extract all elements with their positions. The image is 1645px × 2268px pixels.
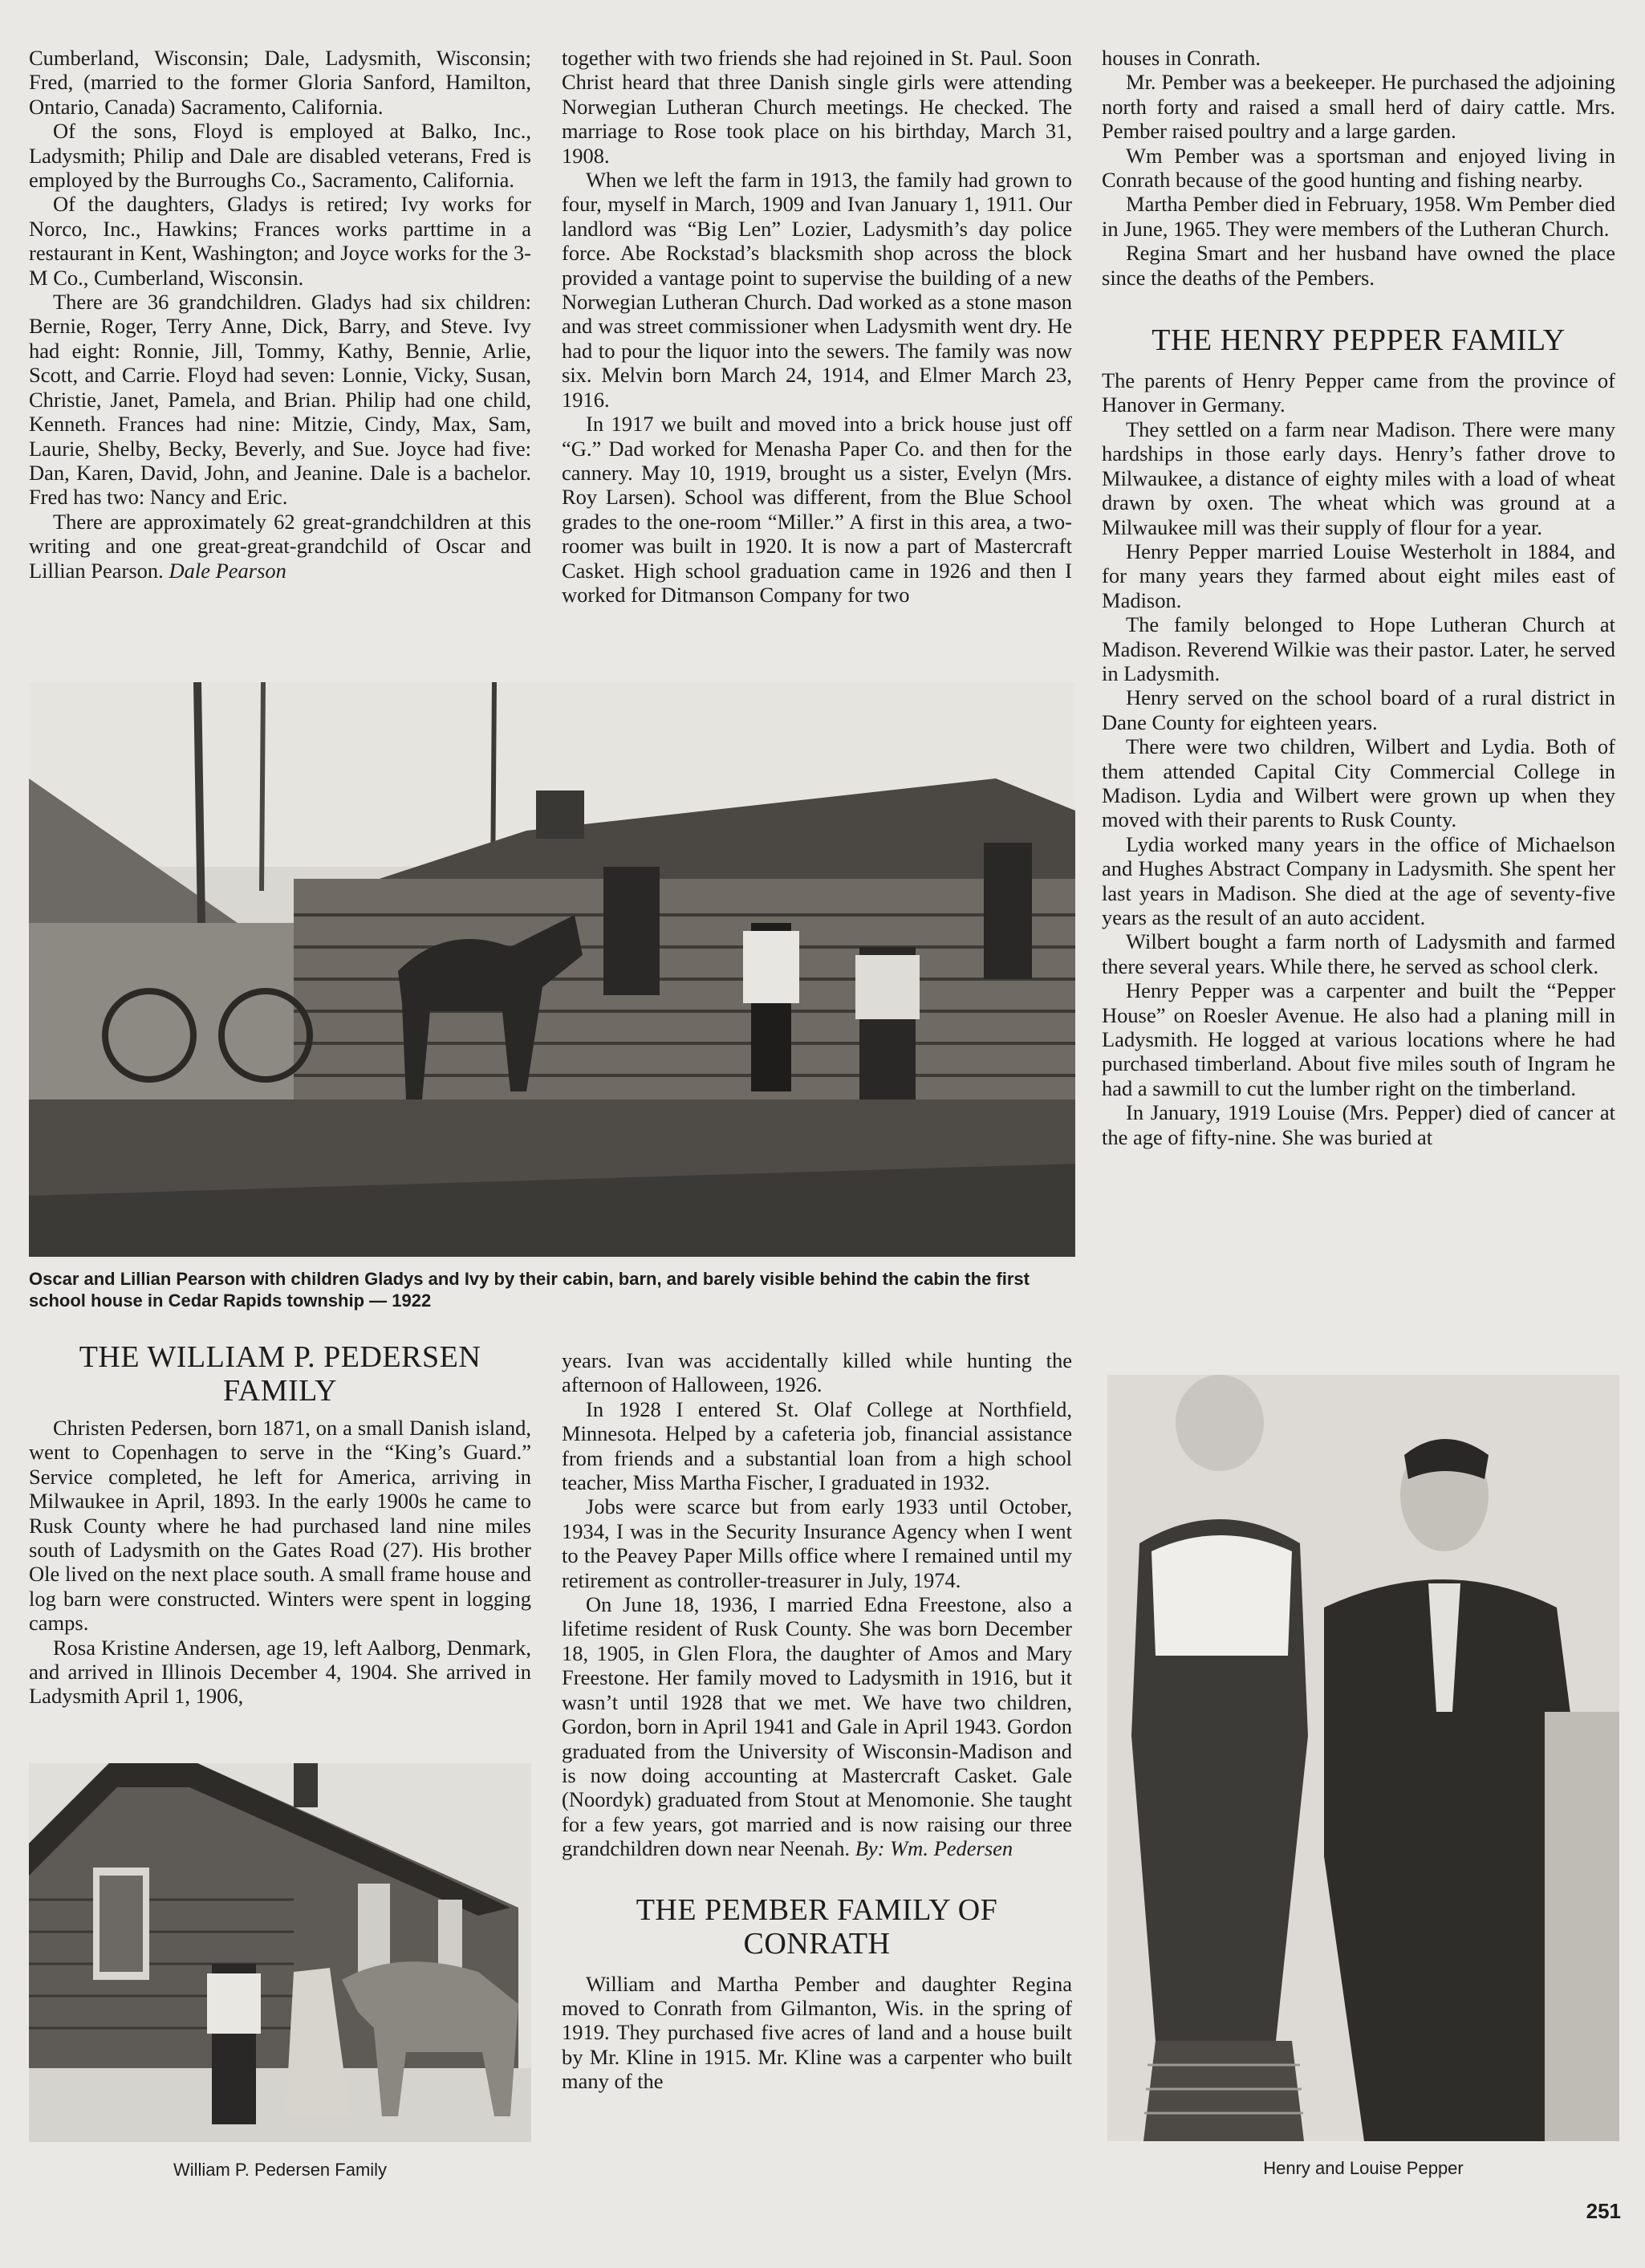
pember-heading: THE PEMBER FAMILY OF CONRATH: [636, 1892, 998, 1961]
pepper-photo-caption: Henry and Louise Pepper: [1263, 2158, 1464, 2178]
pedersen-heading: THE WILLIAM P. PEDERSEN FAMILY: [79, 1340, 481, 1408]
paragraph: years. Ivan was accidentally killed while hunting the afternoon of Halloween, 1926.: [562, 1348, 1072, 1397]
column-2-top: [562, 46, 1072, 607]
column-1-top: [29, 46, 531, 583]
paragraph: Rosa Kristine Andersen, age 19, left Aalborg, Denmark, and arrived in Illinois December 4, 1904. She arrived in Ladysmith April 1, 1906,: [29, 1635, 531, 1709]
paragraph: There are 36 grandchildren. Gladys had six children: Bernie, Roger, Terry Anne, Dick, Barry, and Steve. Ivy had eight: Ronnie, Jill, Tommy, Kathy, Bennie, Arlie, Scott, and Carrie. Floyd had seven: Lonnie, Vicky, Susan, Christie, Janet, Pamela, and Brian. Philip had one child, Kenneth. Frances had nine: Mitzie, Cindy, Max, Sam, Laurie, Shelby, Becky, Beverly, and Sue. Joyce had five: Dan, Karen, David, John, and Jeanine. Dale is a bachelor. Fred has two: Nancy and Eric.: [29, 290, 531, 510]
paragraph-text: On June 18, 1936, I married Edna Freestone, also a lifetime resident of Rusk County. She was born December 18, 1905, in Glen Flora, the daughter of Amos and Mary Freestone. Her family moved to Ladysmith in 1916, but it wasn’t until 1928 that we met. We have two children, Gordon, born in April 1941 and Gale in April 1943. Gordon graduated from the University of Wisconsin-Madison and is now doing accounting at Mastercraft Casket. Gale (Noordyk) graduated from Stout at Menomonie. She taught for a few years, got married and is now raising our three grandchildren down near Neenah.: [562, 1592, 1072, 1861]
paragraph: Wilbert bought a farm north of Ladysmith and farmed there several years. While there, he served as school clerk.: [1102, 929, 1615, 978]
paragraph: In 1917 we built and moved into a brick house just off “G.” Dad worked for Menasha Paper Co. and then for the cannery. May 10, 1919, brought us a sister, Evelyn (Mrs. Roy Larsen). School was different, from the Blue School grades to the one-room “Miller.” A first in this area, a two-roomer was built in 1920. It is now a part of Mastercraft Casket. High school graduation came in 1926 and then I worked for Ditmanson Company for two: [562, 412, 1072, 607]
paragraph: Jobs were scarce but from early 1933 until October, 1934, I was in the Security Insurance Agency when I went to the Peavey Paper Mills office where I remained until my retirement as controller-treasurer in July, 1974.: [562, 1494, 1072, 1592]
paragraph: Henry Pepper married Louise Westerholt in 1884, and for many years they farmed about eight miles east of Madison.: [1102, 539, 1615, 612]
paragraph: Henry served on the school board of a rural district in Dane County for eighteen years.: [1102, 685, 1615, 734]
paragraph: William and Martha Pember and daughter Regina moved to Conrath from Gilmanton, Wis. in the spring of 1919. They purchased five acres of land and a house built by Mr. Kline in 1915. Mr. Kline was a carpenter who built many of the: [562, 1971, 1072, 2094]
pepper-heading: THE HENRY PEPPER FAMILY: [1152, 323, 1566, 358]
paragraph: Cumberland, Wisconsin; Dale, Ladysmith, Wisconsin; Fred, (married to the former Gloria Sanford, Hamilton, Ontario, Canada) Sacramento, California.: [29, 46, 531, 119]
paragraph: Wm Pember was a sportsman and enjoyed living in Conrath because of the good hunting and fishing nearby.: [1102, 143, 1615, 193]
paragraph: [562, 1592, 1072, 1860]
paragraph: Christen Pedersen, born 1871, on a small Danish island, went to Copenhagen to serve in the “King’s Guard.” Service completed, he left for America, arriving in Milwaukee in April, 1893. In the early 1900s he came to Rusk County where he had purchased land nine miles south of Ladysmith on the Gates Road (27). His brother Ole lived on the next place south. A small frame house and log barn were constructed. Winters were spent in logging camps.: [29, 1416, 531, 1636]
paragraph: [29, 510, 531, 583]
byline: Dale Pearson: [169, 558, 286, 583]
paragraph: Lydia worked many years in the office of Michaelson and Hughes Abstract Company in Ladysmith. She spent her last years in Madison. She died at the age of seventy-five years as the result of an auto accident.: [1102, 831, 1615, 929]
paragraph: Mr. Pember was a beekeeper. He purchased the adjoining north forty and raised a small herd of dairy cattle. Mrs. Pember raised poultry and a large garden.: [1102, 70, 1615, 144]
column-1-bottom: [29, 1340, 531, 1709]
paragraph: They settled on a farm near Madison. There were many hardships in those early days. Henry’s father drove to Milwaukee, a distance of eighty miles with a load of wheat drawn by oxen. The wheat which was ground at a Milwaukee mill was their supply of flour for a year.: [1102, 417, 1615, 539]
paragraph: Regina Smart and her husband have owned the place since the deaths of the Pembers.: [1102, 241, 1615, 290]
paragraph: When we left the farm in 1913, the family had grown to four, myself in March, 1909 and Ivan January 1, 1911. Our landlord was “Big Len” Lozier, Ladysmith’s day police force. Abe Rockstad’s blacksmith shop across the block provided a vantage point to supervise the building of a new Norwegian Lutheran Church. Dad worked as a stone mason and was street commissioner when Ladysmith went dry. He had to pour the liquor into the sewers. The family was now six. Melvin born March 24, 1914, and Elmer March 23, 1916.: [562, 168, 1072, 412]
paragraph: Martha Pember died in February, 1958. Wm Pember died in June, 1965. They were members of the Lutheran Church.: [1102, 192, 1615, 241]
paragraph: In January, 1919 Louise (Mrs. Pepper) died of cancer at the age of fifty-nine. She was buried at: [1102, 1100, 1615, 1149]
paragraph: The parents of Henry Pepper came from the province of Hanover in Germany.: [1102, 368, 1615, 417]
pearson-cabin-photo: [29, 682, 1075, 1257]
pearson-photo-caption: Oscar and Lillian Pearson with children Gladys and Ivy by their cabin, barn, and barely visible behind the cabin the first school house in Cedar Rapids township — 1922: [29, 1269, 1030, 1311]
pedersen-photo-caption: William P. Pedersen Family: [173, 2160, 388, 2180]
page-number: 251: [1586, 2199, 1621, 2223]
paragraph: houses in Conrath.: [1102, 46, 1261, 70]
paragraph: together with two friends she had rejoined in St. Paul. Soon Christ heard that three Danish single girls were attending Norwegian Lutheran Church meetings. He checked. The marriage to Rose took place on his birthday, March 31, 1908.: [562, 46, 1072, 168]
column-3: [1102, 46, 1615, 1149]
pepper-portrait-photo: [1107, 1375, 1619, 2141]
byline: By: Wm. Pedersen: [855, 1836, 1013, 1861]
pedersen-family-photo: [29, 1763, 531, 2142]
paragraph: Henry Pepper was a carpenter and built the “Pepper House” on Roesler Avenue. He also had a planing mill in Ladysmith. He logged at various locations where he had purchased timberland. About five miles south of Ingram he had a sawmill to cut the lumber right on the timberland.: [1102, 978, 1615, 1100]
column-2-bottom: [562, 1348, 1072, 2094]
paragraph: Of the sons, Floyd is employed at Balko, Inc., Ladysmith; Philip and Dale are disabled veterans, Fred is employed by the Burroughs Co., Sacramento, California.: [29, 119, 531, 193]
paragraph: The family belonged to Hope Lutheran Church at Madison. Reverend Wilkie was their pastor. Later, he served in Ladysmith.: [1102, 612, 1615, 685]
paragraph: There were two children, Wilbert and Lydia. Both of them attended Capital City Commercial College in Madison. Lydia and Wilbert were grown up when they moved with their parents to Rusk County.: [1102, 734, 1615, 832]
paragraph-text: There are approximately 62 great-grandchildren at this writing and one great-great-grandchild of Oscar and Lillian Pearson.: [29, 509, 531, 583]
paragraph: In 1928 I entered St. Olaf College at Northfield, Minnesota. Helped by a cafeteria job, financial assistance from friends and a substantial loan from a high school teacher, Miss Martha Fischer, I graduated in 1932.: [562, 1396, 1072, 1495]
paragraph: Of the daughters, Gladys is retired; Ivy works for Norco, Inc., Hawkins; Frances works parttime in a restaurant in Kent, Washington; and Joyce works for the 3-M Co., Cumberland, Wisconsin.: [29, 192, 531, 290]
